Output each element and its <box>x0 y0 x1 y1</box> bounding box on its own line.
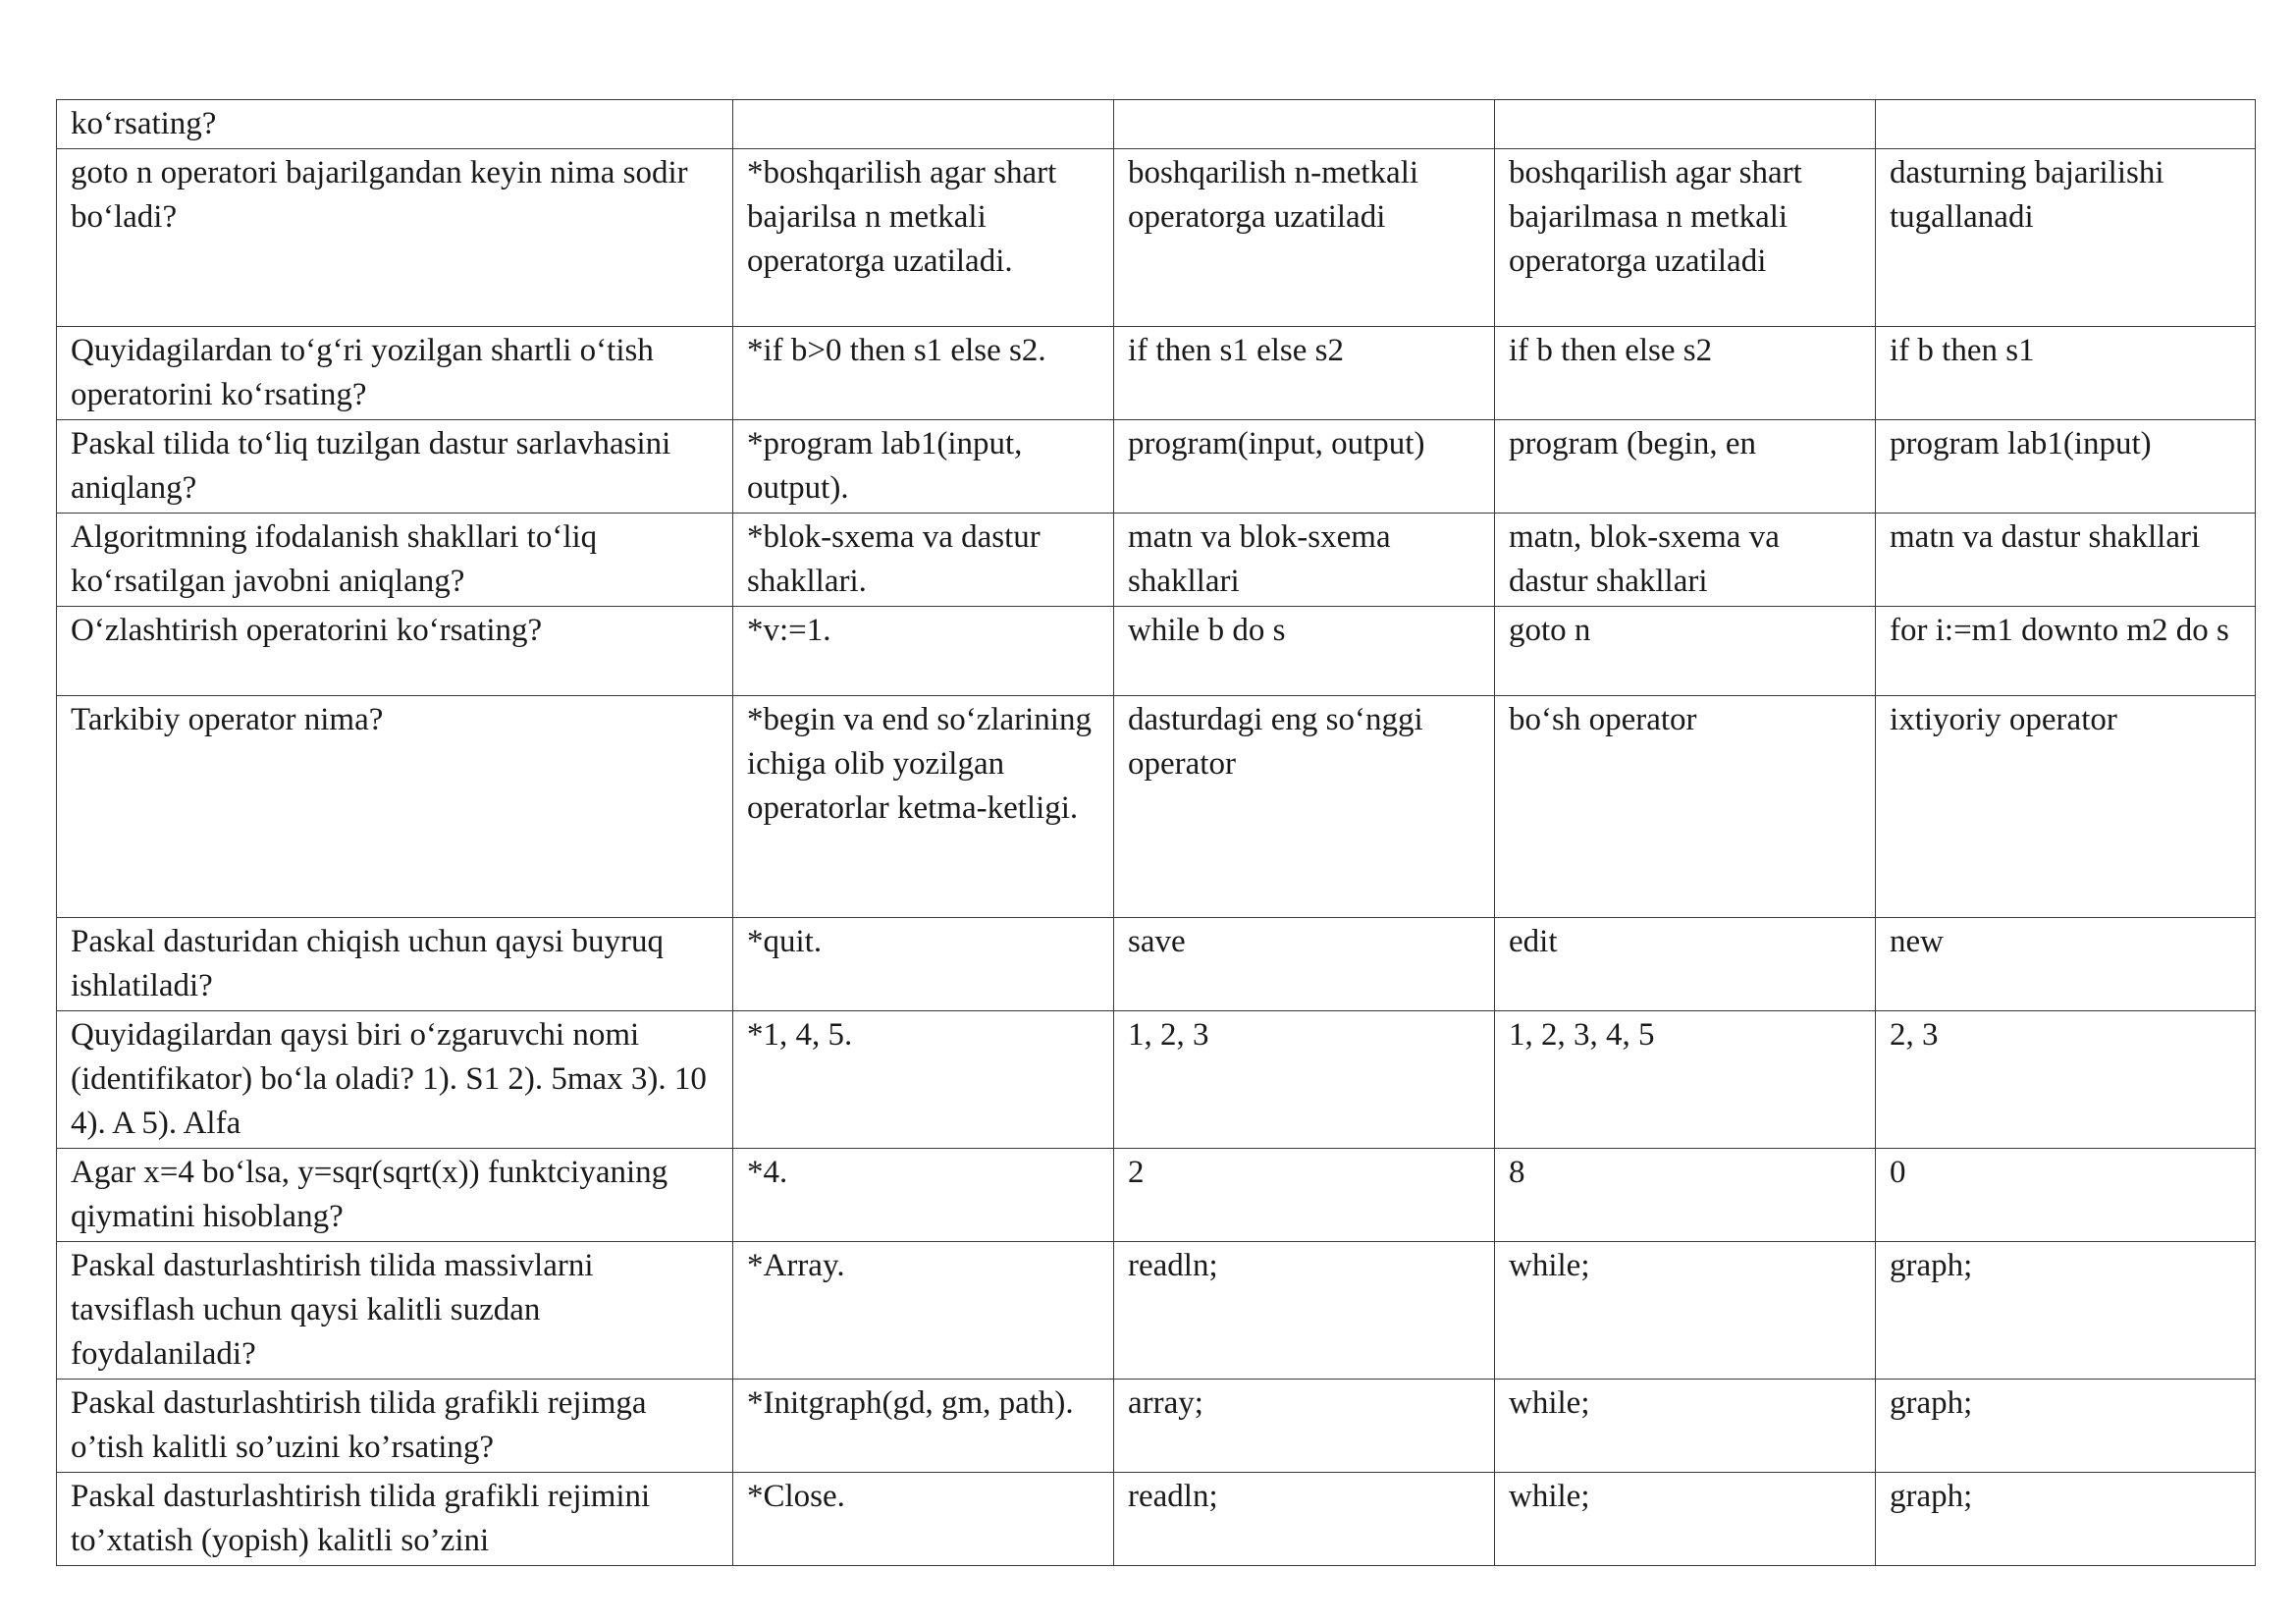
table-row <box>57 1380 2256 1473</box>
question-cell: O‘zlashtirish operatorini ko‘rsating? <box>57 607 733 696</box>
question-cell: Paskal dasturlashtirish tilida grafikli rejimini to’xtatish (yopish) kalitli so’zini <box>57 1473 733 1566</box>
correct-answer-cell <box>733 100 1114 149</box>
option-cell: graph; <box>1876 1473 2256 1566</box>
option-cell: 0 <box>1876 1149 2256 1242</box>
question-cell: Algoritmning ifodalanish shakllari to‘liq ko‘rsatilgan javobni aniqlang? <box>57 514 733 607</box>
correct-answer-cell: *blok-sxema va dastur shakllari. <box>733 514 1114 607</box>
option-cell: save <box>1114 918 1495 1011</box>
option-cell: array; <box>1114 1380 1495 1473</box>
option-cell: if then s1 else s2 <box>1114 327 1495 420</box>
correct-answer-cell: *Close. <box>733 1473 1114 1566</box>
table-row <box>57 1149 2256 1242</box>
option-cell: 2, 3 <box>1876 1011 2256 1149</box>
option-cell: matn, blok-sxema va dastur shakllari <box>1495 514 1876 607</box>
question-cell: goto n operatori bajarilgandan keyin nima sodir bo‘ladi? <box>57 149 733 327</box>
correct-answer-cell: *v:=1. <box>733 607 1114 696</box>
option-cell: matn va dastur shakllari <box>1876 514 2256 607</box>
table-row <box>57 1473 2256 1566</box>
table-row <box>57 420 2256 514</box>
option-cell: graph; <box>1876 1242 2256 1380</box>
table-row <box>57 607 2256 696</box>
correct-answer-cell: *1, 4, 5. <box>733 1011 1114 1149</box>
option-cell <box>1876 100 2256 149</box>
option-cell: if b then s1 <box>1876 327 2256 420</box>
option-cell: bo‘sh operator <box>1495 696 1876 918</box>
option-cell: 2 <box>1114 1149 1495 1242</box>
option-cell: graph; <box>1876 1380 2256 1473</box>
question-cell: Paskal dasturlashtirish tilida grafikli rejimga o’tish kalitli so’uzini ko’rsating? <box>57 1380 733 1473</box>
table-row <box>57 514 2256 607</box>
table-row <box>57 327 2256 420</box>
question-cell: Quyidagilardan to‘g‘ri yozilgan shartli o‘tish operatorini ko‘rsating? <box>57 327 733 420</box>
quiz-table <box>56 99 2256 1566</box>
option-cell: program(input, output) <box>1114 420 1495 514</box>
option-cell: while b do s <box>1114 607 1495 696</box>
question-cell: Paskal dasturidan chiqish uchun qaysi buyruq ishlatiladi? <box>57 918 733 1011</box>
option-cell: edit <box>1495 918 1876 1011</box>
option-cell: matn va blok-sxema shakllari <box>1114 514 1495 607</box>
question-cell: Agar x=4 bo‘lsa, y=sqr(sqrt(x)) funktciyaning qiymatini hisoblang? <box>57 1149 733 1242</box>
correct-answer-cell: *boshqarilish agar shart bajarilsa n metkali operatorga uzatiladi. <box>733 149 1114 327</box>
correct-answer-cell: *program lab1(input, output). <box>733 420 1114 514</box>
table-row <box>57 100 2256 149</box>
question-cell: Tarkibiy operator nima? <box>57 696 733 918</box>
correct-answer-cell: *begin va end so‘zlarining ichiga olib yozilgan operatorlar ketma-ketligi. <box>733 696 1114 918</box>
option-cell: if b then else s2 <box>1495 327 1876 420</box>
question-cell: Quyidagilardan qaysi biri o‘zgaruvchi nomi (identifikator) bo‘la oladi? 1). S1 2). 5max 3). 10 4). A 5). Alfa <box>57 1011 733 1149</box>
option-cell: goto n <box>1495 607 1876 696</box>
option-cell: for i:=m1 downto m2 do s <box>1876 607 2256 696</box>
option-cell: ixtiyoriy operator <box>1876 696 2256 918</box>
correct-answer-cell: *quit. <box>733 918 1114 1011</box>
option-cell: boshqarilish agar shart bajarilmasa n metkali operatorga uzatiladi <box>1495 149 1876 327</box>
option-cell: dasturdagi eng so‘nggi operator <box>1114 696 1495 918</box>
table-row <box>57 149 2256 327</box>
option-cell: readln; <box>1114 1242 1495 1380</box>
correct-answer-cell: *Array. <box>733 1242 1114 1380</box>
option-cell: program (begin, en <box>1495 420 1876 514</box>
table-row <box>57 1011 2256 1149</box>
option-cell: boshqarilish n-metkali operatorga uzatiladi <box>1114 149 1495 327</box>
option-cell: dasturning bajarilishi tugallanadi <box>1876 149 2256 327</box>
quiz-table-body <box>57 100 2256 1566</box>
table-row <box>57 918 2256 1011</box>
question-cell: Paskal tilida to‘liq tuzilgan dastur sarlavhasini aniqlang? <box>57 420 733 514</box>
option-cell: 1, 2, 3 <box>1114 1011 1495 1149</box>
option-cell: program lab1(input) <box>1876 420 2256 514</box>
option-cell: while; <box>1495 1473 1876 1566</box>
correct-answer-cell: *Initgraph(gd, gm, path). <box>733 1380 1114 1473</box>
table-row <box>57 1242 2256 1380</box>
table-row <box>57 696 2256 918</box>
question-cell: ko‘rsating? <box>57 100 733 149</box>
question-cell: Paskal dasturlashtirish tilida massivlarni tavsiflash uchun qaysi kalitli suzdan foydalaniladi? <box>57 1242 733 1380</box>
option-cell: readln; <box>1114 1473 1495 1566</box>
correct-answer-cell: *if b>0 then s1 else s2. <box>733 327 1114 420</box>
option-cell <box>1114 100 1495 149</box>
option-cell: 1, 2, 3, 4, 5 <box>1495 1011 1876 1149</box>
option-cell <box>1495 100 1876 149</box>
option-cell: 8 <box>1495 1149 1876 1242</box>
option-cell: new <box>1876 918 2256 1011</box>
option-cell: while; <box>1495 1380 1876 1473</box>
option-cell: while; <box>1495 1242 1876 1380</box>
correct-answer-cell: *4. <box>733 1149 1114 1242</box>
